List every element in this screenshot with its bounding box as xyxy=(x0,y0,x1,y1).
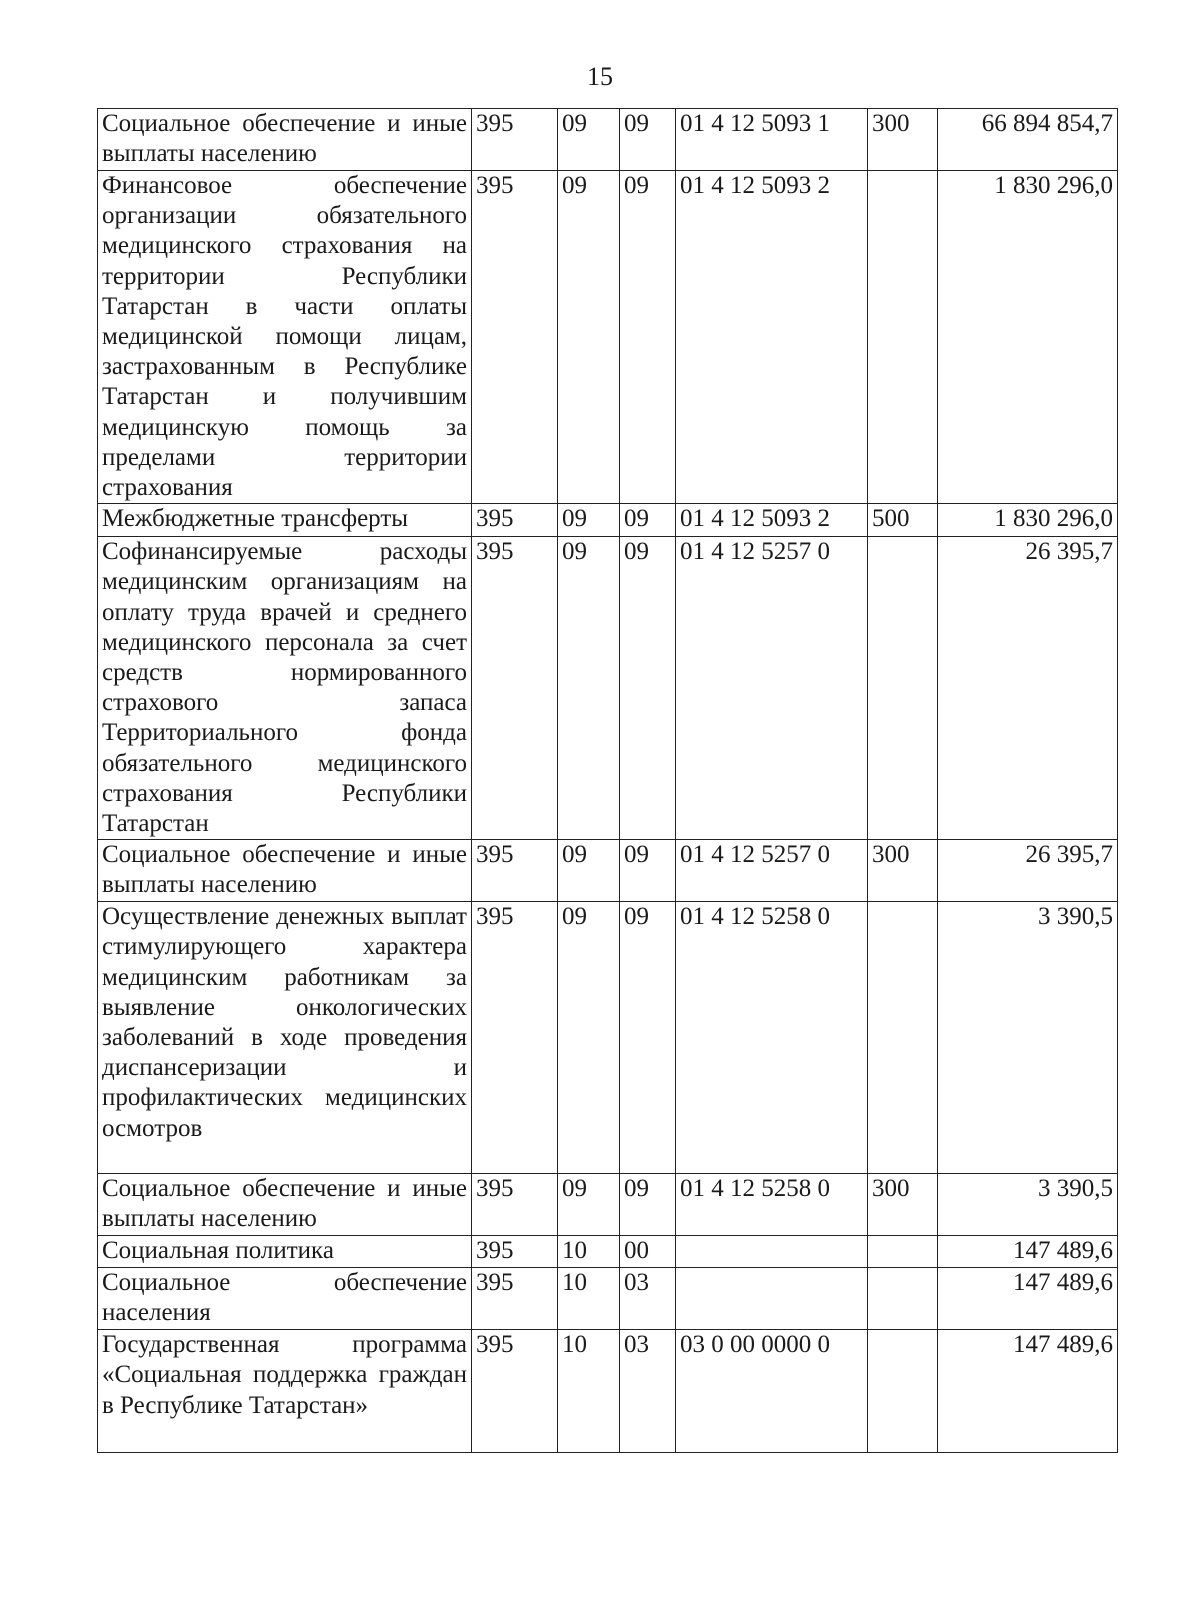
row-subsection: 03 xyxy=(620,1330,676,1453)
row-target-article: 01 4 12 5257 0 xyxy=(676,840,868,902)
table-row xyxy=(98,1236,1118,1268)
row-sum: 3 390,5 xyxy=(938,902,1118,1174)
row-target-article: 01 4 12 5257 0 xyxy=(676,537,868,840)
row-expense-kind: 300 xyxy=(868,840,938,902)
row-section: 09 xyxy=(558,171,620,504)
row-section: 10 xyxy=(558,1330,620,1453)
row-ministry-code: 395 xyxy=(472,1174,558,1236)
row-expense-kind xyxy=(868,902,938,1174)
row-subsection: 09 xyxy=(620,1174,676,1236)
row-expense-kind: 300 xyxy=(868,1174,938,1236)
row-target-article: 01 4 12 5258 0 xyxy=(676,1174,868,1236)
row-target-article: 03 0 00 0000 0 xyxy=(676,1330,868,1453)
row-sum: 147 489,6 xyxy=(938,1330,1118,1453)
row-name: Осуществление денежных выплат стимулирующего характера медицинским работникам за выявление онкологических заболеваний в ходе проведения диспансеризации и профилактических медицинских осмотров xyxy=(98,902,472,1174)
row-sum: 1 830 296,0 xyxy=(938,504,1118,537)
row-name: Финансовое обеспечение организации обязательного медицинского страхования на территории Республики Татарстан в части оплаты медицинской помощи лицам, застрахованным в Республике Татарстан и получившим медицинскую помощь за пределами территории страхования xyxy=(98,171,472,504)
row-section: 09 xyxy=(558,504,620,537)
row-sum: 3 390,5 xyxy=(938,1174,1118,1236)
row-sum: 147 489,6 xyxy=(938,1268,1118,1330)
row-name: Социальное обеспечение и иные выплаты населению xyxy=(98,840,472,902)
row-section: 09 xyxy=(558,537,620,840)
row-section: 09 xyxy=(558,1174,620,1236)
row-ministry-code: 395 xyxy=(472,171,558,504)
row-sum: 26 395,7 xyxy=(938,537,1118,840)
row-sum: 147 489,6 xyxy=(938,1236,1118,1268)
table-row xyxy=(98,902,1118,1174)
row-expense-kind xyxy=(868,537,938,840)
row-target-article: 01 4 12 5093 2 xyxy=(676,171,868,504)
row-expense-kind: 500 xyxy=(868,504,938,537)
row-target-article: 01 4 12 5258 0 xyxy=(676,902,868,1174)
row-ministry-code: 395 xyxy=(472,504,558,537)
row-section: 10 xyxy=(558,1236,620,1268)
row-ministry-code: 395 xyxy=(472,840,558,902)
row-section: 09 xyxy=(558,840,620,902)
row-subsection: 09 xyxy=(620,171,676,504)
row-subsection: 09 xyxy=(620,537,676,840)
page-number: 15 xyxy=(587,62,613,91)
table-row xyxy=(98,537,1118,840)
row-subsection: 09 xyxy=(620,840,676,902)
table-row xyxy=(98,171,1118,504)
row-ministry-code: 395 xyxy=(472,902,558,1174)
row-name: Социальное обеспечение населения xyxy=(98,1268,472,1330)
row-ministry-code: 395 xyxy=(472,1330,558,1453)
row-subsection: 09 xyxy=(620,109,676,171)
row-section: 09 xyxy=(558,109,620,171)
row-name: Софинансируемые расходы медицинским организациям на оплату труда врачей и среднего медицинского персонала за счет средств нормированного страхового запаса Территориального фонда обязательного медицинского страхования Республики Татарстан xyxy=(98,537,472,840)
row-sum: 26 395,7 xyxy=(938,840,1118,902)
row-name: Социальное обеспечение и иные выплаты населению xyxy=(98,1174,472,1236)
row-name: Межбюджетные трансферты xyxy=(98,504,472,537)
row-sum: 66 894 854,7 xyxy=(938,109,1118,171)
row-expense-kind xyxy=(868,1330,938,1453)
row-name: Социальная политика xyxy=(98,1236,472,1268)
row-section: 09 xyxy=(558,902,620,1174)
table-row xyxy=(98,109,1118,171)
row-name: Государственная программа «Социальная поддержка граждан в Республике Татарстан» xyxy=(98,1330,472,1453)
row-target-article xyxy=(676,1236,868,1268)
row-expense-kind xyxy=(868,1268,938,1330)
row-expense-kind xyxy=(868,1236,938,1268)
budget-table xyxy=(97,108,1118,1453)
row-ministry-code: 395 xyxy=(472,1236,558,1268)
row-sum: 1 830 296,0 xyxy=(938,171,1118,504)
row-ministry-code: 395 xyxy=(472,537,558,840)
table-row xyxy=(98,504,1118,537)
row-subsection: 00 xyxy=(620,1236,676,1268)
table-row xyxy=(98,1174,1118,1236)
row-name: Социальное обеспечение и иные выплаты населению xyxy=(98,109,472,171)
table-row xyxy=(98,840,1118,902)
row-ministry-code: 395 xyxy=(472,109,558,171)
row-target-article: 01 4 12 5093 1 xyxy=(676,109,868,171)
row-expense-kind xyxy=(868,171,938,504)
row-target-article: 01 4 12 5093 2 xyxy=(676,504,868,537)
row-ministry-code: 395 xyxy=(472,1268,558,1330)
row-expense-kind: 300 xyxy=(868,109,938,171)
table-row xyxy=(98,1330,1118,1453)
table-row xyxy=(98,1268,1118,1330)
row-subsection: 03 xyxy=(620,1268,676,1330)
row-section: 10 xyxy=(558,1268,620,1330)
row-subsection: 09 xyxy=(620,902,676,1174)
row-target-article xyxy=(676,1268,868,1330)
row-subsection: 09 xyxy=(620,504,676,537)
